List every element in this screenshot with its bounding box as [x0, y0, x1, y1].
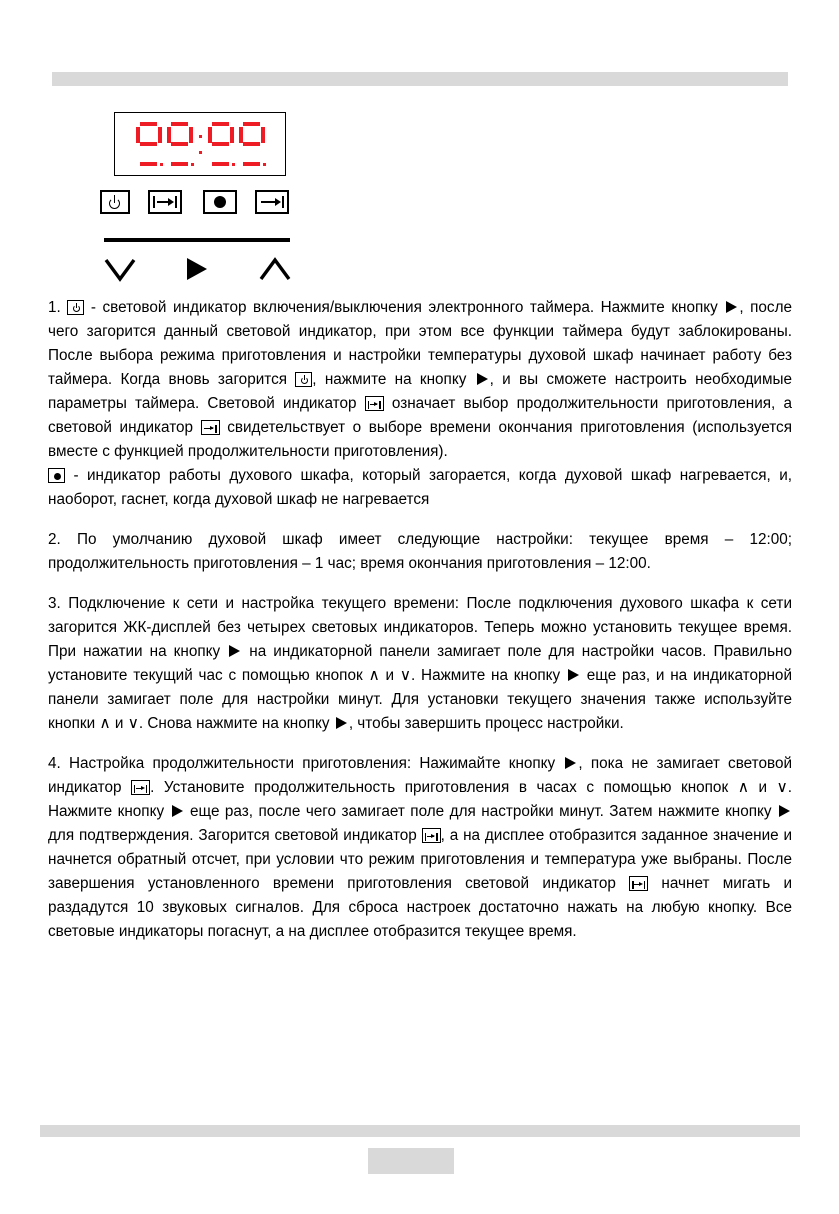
cooking-duration-icon	[365, 396, 384, 411]
footer-bar	[40, 1125, 800, 1137]
select-button[interactable]	[179, 254, 213, 284]
paragraph-1-text-5: означает выбор продолжительности приготовления, а световой индикатор	[48, 395, 792, 436]
cooking-end-time-icon	[260, 196, 284, 208]
play-triangle-icon	[229, 645, 240, 657]
paragraph-1-text-6: свидетельствует о выборе времени окончания приготовления (используется вместе с функцией продолжительности приготовления).	[48, 419, 792, 460]
cooking-duration-icon	[629, 876, 648, 891]
power-indicator-button[interactable]	[100, 190, 130, 214]
paragraph-4-text-2: , пока не замигает световой индикатор	[48, 755, 792, 796]
paragraph-1	[48, 296, 792, 464]
display-digit-2	[166, 122, 194, 166]
paragraph-1-text-3: , нажмите на кнопку	[312, 371, 475, 388]
paragraph-3-text-3: еще раз, и на индикаторной панели замигает поле для настройки минут. Для установки текущего значения также используйте кнопки ∧ и ∨. Снова нажмите на кнопку	[48, 667, 792, 732]
cooking-duration-icon	[131, 780, 150, 795]
header-bar	[52, 72, 788, 86]
seven-segment-display	[114, 112, 286, 176]
play-triangle-icon	[179, 254, 213, 284]
power-icon	[295, 372, 312, 387]
heating-indicator-button[interactable]	[203, 190, 237, 214]
power-icon	[67, 300, 84, 315]
display-digit-3	[207, 122, 235, 166]
footer-page-marker	[368, 1148, 454, 1174]
manual-body-text	[48, 296, 792, 960]
paragraph-1-text-1: - световой индикатор включения/выключения электронного таймера. Нажмите кнопку	[84, 299, 725, 316]
display-digit-1	[135, 122, 163, 166]
play-triangle-icon	[565, 757, 576, 769]
paragraph-1b	[48, 464, 792, 512]
paragraph-1-text-2: , после чего загорится данный световой индикатор, при этом все функции таймера будут заблокированы. После выбора режима приготовления и настройки температуры духовой шкаф начинает работу без таймера. Когда вновь загорится	[48, 299, 793, 388]
cooking-duration-icon	[153, 196, 177, 208]
chevron-up-icon	[258, 254, 292, 284]
play-triangle-icon	[779, 805, 790, 817]
duration-indicator-button[interactable]	[148, 190, 182, 214]
play-triangle-icon	[726, 301, 737, 313]
cooking-duration-icon	[422, 828, 441, 843]
paragraph-1-text-4: , и вы сможете настроить необходимые параметры таймера. Световой индикатор	[48, 371, 792, 412]
paragraph-4-text-5: для подтверждения. Загорится световой индикатор	[48, 827, 422, 844]
control-button-row	[100, 254, 300, 288]
play-triangle-icon	[477, 373, 488, 385]
paragraph-3-text-4: , чтобы завершить процесс настройки.	[348, 715, 624, 732]
paragraph-3-text-1: 3. Подключение к сети и настройка текущего времени: После подключения духового шкафа к сети загорится ЖК-дисплей без четырех световых индикаторов. Теперь можно установить текущее время. При нажатии на кнопку	[48, 595, 792, 660]
oven-heating-icon	[48, 468, 65, 483]
play-triangle-icon	[172, 805, 183, 817]
timer-panel-diagram	[100, 112, 300, 290]
display-digits	[115, 113, 285, 175]
decrease-button[interactable]	[103, 254, 137, 284]
display-colon	[197, 122, 204, 166]
panel-divider	[104, 238, 290, 242]
indicator-button-row	[100, 190, 300, 216]
paragraph-4-text-4: еще раз, после чего замигает поле для настройки минут. Затем нажмите кнопку	[184, 803, 777, 820]
power-icon	[109, 196, 122, 209]
paragraph-3-text-2: на индикаторной панели замигает поле для настройки часов. Правильно установите текущий час с помощью кнопок ∧ и ∨. Нажмите на кнопку	[48, 643, 793, 684]
paragraph-4-text-7: начнет мигать и раздадутся 10 звуковых сигналов. Для сброса настроек достаточно нажать на любую кнопку. Все световые индикаторы погаснут, а на дисплее отобразится текущее время.	[48, 875, 792, 940]
paragraph-4-text-6: , а на дисплее отобразится заданное значение и начнется обратный отсчет, при условии что режим приготовления и температура уже выбраны. После завершения установленного времени приготовления световой индикатор	[48, 827, 792, 892]
cooking-end-time-icon	[201, 420, 220, 435]
oven-heating-icon	[214, 196, 226, 208]
paragraph-2: 2. По умолчанию духовой шкаф имеет следующие настройки: текущее время – 12:00; продолжительность приготовления – 1 час; время окончания приготовления – 12:00.	[48, 531, 792, 572]
increase-button[interactable]	[258, 254, 292, 284]
chevron-down-icon	[103, 254, 137, 284]
paragraph-1-number: 1.	[48, 299, 61, 316]
paragraph-1b-text: - индикатор работы духового шкафа, который загорается, когда духовой шкаф нагревается, и, наоборот, гаснет, когда духовой шкаф не нагревается	[48, 467, 792, 508]
play-triangle-icon	[568, 669, 579, 681]
display-digit-4	[238, 122, 266, 166]
play-triangle-icon	[336, 717, 347, 729]
paragraph-4-text-3: . Установите продолжительность приготовления в часах с помощью кнопок ∧ и ∨. Нажмите кнопку	[48, 779, 793, 820]
paragraph-4	[48, 752, 792, 944]
end-time-indicator-button[interactable]	[255, 190, 289, 214]
paragraph-4-text-1: 4. Настройка продолжительности приготовления: Нажимайте кнопку	[48, 755, 564, 772]
paragraph-3	[48, 592, 792, 736]
